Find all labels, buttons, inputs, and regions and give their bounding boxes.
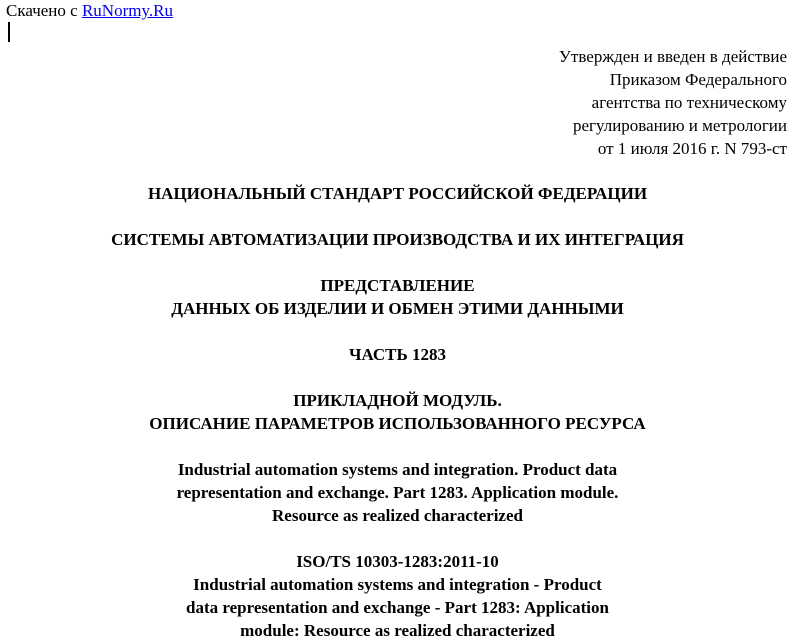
english-title-line: representation and exchange. Part 1283. Application module. bbox=[176, 483, 619, 502]
part-heading bbox=[0, 343, 790, 366]
approval-line: от 1 июля 2016 г. N 793-ст bbox=[597, 139, 787, 158]
module-line: ПРИКЛАДНОЙ МОДУЛЬ. bbox=[293, 391, 502, 410]
approval-line: Утвержден и введен в действие bbox=[558, 47, 787, 66]
part-text: ЧАСТЬ 1283 bbox=[348, 345, 446, 364]
approval-block bbox=[559, 45, 787, 160]
text-cursor bbox=[8, 22, 10, 42]
english-title-block bbox=[0, 458, 790, 527]
representation-heading bbox=[0, 274, 790, 320]
iso-block bbox=[0, 550, 790, 642]
download-prefix: Скачено с bbox=[6, 1, 82, 20]
module-line: ОПИСАНИЕ ПАРАМЕТРОВ ИСПОЛЬЗОВАННОГО РЕСУРСА bbox=[149, 414, 646, 433]
iso-title-line: data representation and exchange - Part 1283: Application bbox=[186, 598, 609, 617]
systems-heading bbox=[0, 228, 790, 251]
representation-line: ПРЕДСТАВЛЕНИЕ bbox=[320, 276, 475, 295]
approval-line: регулированию и метрологии bbox=[572, 116, 787, 135]
iso-title-line: Industrial automation systems and integration - Product bbox=[193, 575, 602, 594]
iso-title-line: module: Resource as realized characterized bbox=[240, 621, 555, 640]
approval-line: Приказом Федерального bbox=[609, 70, 787, 89]
english-title-line: Industrial automation systems and integration. Product data bbox=[177, 460, 618, 479]
approval-line: агентства по техническому bbox=[591, 93, 787, 112]
representation-line: ДАННЫХ ОБ ИЗДЕЛИИ И ОБМЕН ЭТИМИ ДАННЫМИ bbox=[171, 299, 624, 318]
national-standard-text: НАЦИОНАЛЬНЫЙ СТАНДАРТ РОССИЙСКОЙ ФЕДЕРАЦИИ bbox=[147, 184, 648, 203]
iso-code: ISO/TS 10303-1283:2011-10 bbox=[296, 552, 499, 571]
module-heading bbox=[0, 389, 790, 435]
national-standard-heading bbox=[0, 182, 790, 205]
english-title-line: Resource as realized characterized bbox=[272, 506, 523, 525]
systems-text: СИСТЕМЫ АВТОМАТИЗАЦИИ ПРОИЗВОДСТВА И ИХ ИНТЕГРАЦИЯ bbox=[111, 230, 684, 249]
runormy-link[interactable]: RuNormy.Ru bbox=[81, 1, 173, 20]
download-source-line bbox=[6, 1, 173, 21]
